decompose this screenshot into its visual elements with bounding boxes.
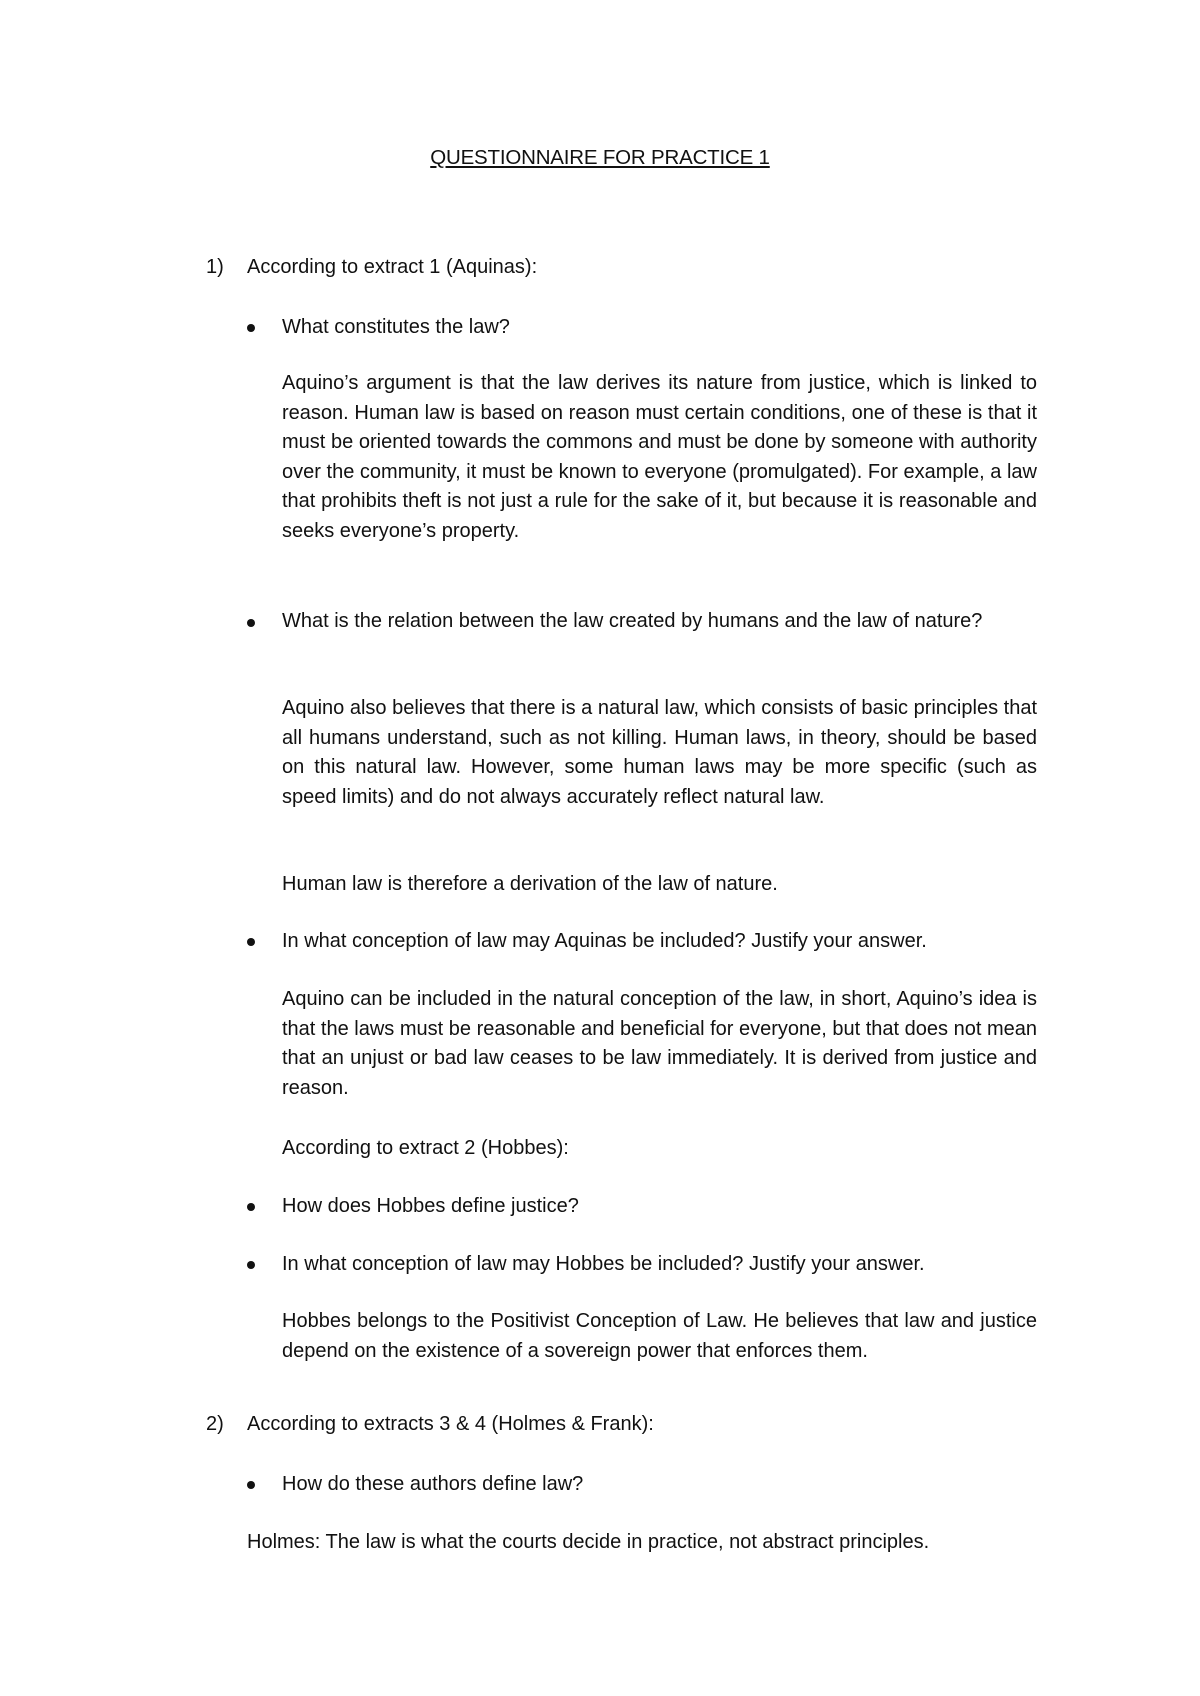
bullet-icon [247,1203,255,1211]
answer-3: Aquino can be included in the natural conception of the law, in short, Aquino’s idea is that the laws must be reasonable and beneficial for everyone, but that does not mean that an unjust or bad law ceases to be law immediately. It is derived from justice and reason. [282,988,1037,1099]
bullet-icon [247,324,255,332]
section-1-number: 1) [206,256,224,278]
question-3: In what conception of law may Aquinas be included? Justify your answer. [282,930,927,952]
question-1: What constitutes the law? [282,316,510,338]
section-2-heading: According to extracts 3 & 4 (Holmes & Frank): [247,1413,654,1435]
section-1-heading: According to extract 1 (Aquinas): [247,256,538,278]
bullet-icon [247,1481,255,1489]
section-1-subheading: According to extract 2 (Hobbes): [282,1137,569,1159]
answer-2-conclusion: Human law is therefore a derivation of the law of nature. [282,873,778,895]
question-6: How do these authors define law? [282,1473,584,1495]
answer-5: Hobbes belongs to the Positivist Conception of Law. He believes that law and justice depend on the existence of a sovereign power that enforces them. [282,1310,1037,1362]
answer-1: Aquino’s argument is that the law derives its nature from justice, which is linked to reason. Human law is based on reason must certain conditions, one of these is that it must be oriented towards the commons and must be done by someone with authority over the community, it must be known to everyone (promulgated). For example, a law that prohibits theft is not just a rule for the sake of it, but because it is reasonable and seeks everyone’s property. [282,372,1037,542]
question-2: What is the relation between the law created by humans and the law of nature? [282,610,983,632]
bullet-icon [247,938,255,946]
bullet-icon [247,1261,255,1269]
section-2-number: 2) [206,1413,224,1435]
document-title: QUESTIONNAIRE FOR PRACTICE 1 [430,146,770,169]
answer-2: Aquino also believes that there is a natural law, which consists of basic principles that all humans understand, such as not killing. Human laws, in theory, should be based on this natural law. However, some human laws may be more specific (such as speed limits) and do not always accurately reflect natural law. [282,697,1037,808]
question-4: How does Hobbes define justice? [282,1195,579,1217]
bullet-icon [247,619,255,627]
answer-6: Holmes: The law is what the courts decide in practice, not abstract principles. [247,1531,930,1553]
question-5: In what conception of law may Hobbes be included? Justify your answer. [282,1253,925,1275]
